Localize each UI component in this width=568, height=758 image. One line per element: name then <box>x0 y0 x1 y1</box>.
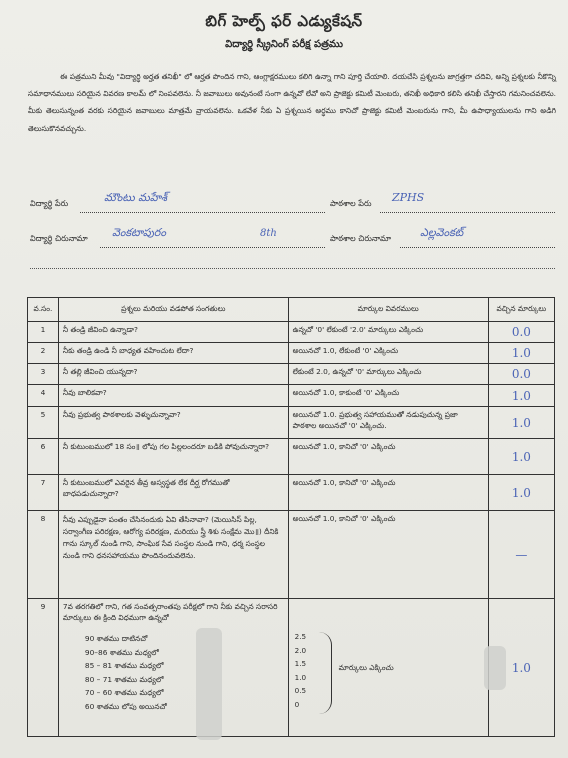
row-question: నీ తండ్రి జీవించి ఉన్నాడా? <box>58 322 288 343</box>
scale-value: 1.5 <box>294 659 307 668</box>
row-number: 1 <box>28 322 59 343</box>
school-address-field[interactable] <box>400 226 555 248</box>
row-score-value: 1.0 <box>511 660 531 675</box>
school-name-field[interactable] <box>380 191 555 213</box>
redaction-smudge <box>484 646 506 690</box>
school-address-label: పాఠశాల చిరునామా <box>330 234 391 243</box>
table-row <box>28 364 555 385</box>
row-score-value: 1.0 <box>511 449 531 464</box>
row-instruction: అయినచో 1.0, కానిచో '0' ఎక్కించు <box>288 439 488 475</box>
scale-value: 2.0 <box>294 645 307 655</box>
row-question: నీవు ప్రభుత్వ పాఠశాలకు వెళ్ళుచున్నావా? <box>58 407 288 439</box>
row-question: నీ కుటుంబములో 18 సం॥ లోపు గల పిల్లలందరూ బడికి పోవుచున్నారా? <box>58 439 288 475</box>
band-item: 85 – 81 శాతము మధ్యలో <box>84 661 164 670</box>
percentage-bands <box>85 632 284 713</box>
row-score-value: 1.0 <box>511 415 531 430</box>
redaction-smudge <box>196 628 222 740</box>
row-score-value: — <box>515 547 528 562</box>
table-row <box>28 343 555 364</box>
student-class-value: 8th <box>260 228 277 239</box>
row-score-field[interactable] <box>488 385 554 407</box>
table-row <box>28 439 555 475</box>
row-instruction: అయినచో 1.0. ప్రభుత్వ సహాయముతో నడుపుచున్న ప్రజా పాఠశాల అయినచో '0' ఎక్కించు. <box>288 407 488 439</box>
table-row <box>28 407 555 439</box>
row-instruction: ఉన్నచో '0' లేకుంటే '2.0' మార్కులు ఎక్కించు <box>288 322 488 343</box>
row-instruction: లేకుంటే 2.0, ఉన్నచో '0' మార్కులు ఎక్కించు <box>288 364 488 385</box>
row-question: నీవు ఎప్పుడైనా పంతం చేసినందుకు ఏవి తేసినావా? (మెయిసిస్ పిల్ల, సర్వాంగీణ పరిరక్షణ, ఆరోగ్య పరిరక్షణ, మరియు స్త్రీ శిశు సంక్షేమ మొ॥) దీనికి గాను స్కూల్ నుండి గాని, సాంఘిక సేవ సంస్థల నుండి గాని, ధర్మ సంస్థల నుండి గాని ధనసహాయము పొందినందువలెను. <box>58 511 288 599</box>
curly-brace <box>319 632 332 714</box>
scale-value: 2.5 <box>294 632 307 641</box>
row-number: 5 <box>28 407 59 439</box>
table-row <box>28 322 555 343</box>
band-item: 90–86 శాతము మధ్యలో <box>84 647 159 657</box>
marks-scale <box>293 630 484 720</box>
school-name-label: పాఠశాల పేరు <box>330 199 372 208</box>
row-instruction: మార్కులు ఎక్కించు <box>338 663 394 672</box>
row-instruction-cell <box>288 599 488 737</box>
row-number: 6 <box>28 439 59 475</box>
student-address-field[interactable] <box>100 226 325 248</box>
header-marks-obtained: వచ్చిన మార్కులు <box>488 298 554 322</box>
row-instruction: అయినచో 1.0, కాకుంటే '0' ఎక్కించు <box>288 385 488 407</box>
table-row <box>28 511 555 599</box>
row-question: నీకు తండ్రి ఉండి నీ బాధ్యత వహించుట లేదా? <box>58 343 288 364</box>
row-instruction: అయినచో 1.0, కానిచో '0' ఎక్కించు <box>288 511 488 599</box>
student-address-label: విద్యార్థి చిరునామా <box>30 234 88 243</box>
scale-value: 0 <box>294 699 300 709</box>
school-name-value: ZPHS <box>392 191 425 204</box>
row-score-value: 1.0 <box>511 388 531 403</box>
scale-value: 1.0 <box>294 672 307 682</box>
row-score-field[interactable] <box>488 343 554 364</box>
page-subtitle: విద్యార్థి స్క్రీనింగ్ పరీక్ష పత్రము <box>225 39 343 50</box>
table-row <box>28 599 555 737</box>
table-row <box>28 385 555 407</box>
table-header-row <box>28 298 555 322</box>
row-question: నీ తల్లి జీవించి యున్నదా? <box>58 364 288 385</box>
row-number: 9 <box>28 599 59 737</box>
school-address-value: ఎల్లవెంకట్ <box>420 226 464 239</box>
row-score-field[interactable] <box>488 475 554 511</box>
row-number: 8 <box>28 511 59 599</box>
row-question: నీవు బాలికవా? <box>58 385 288 407</box>
row-score-field[interactable] <box>488 511 554 599</box>
header-question: ప్రశ్నలు మరియు వడపోత సంగతులు <box>58 298 288 322</box>
row-question: నీ కుటుంబములో ఎవరైన తీవ్ర అస్వస్థత లేక దీర్ఘ రోగముతో బాధపడుచున్నారా? <box>58 475 288 511</box>
instructions-paragraph: ఈ పత్రముని మీవు "విద్యార్థి అర్హత తనిఖీ" లో ఆర్హత పొందిన గాని, ఆంగ్లాక్షరములు కలిగి ఉన్నా గాని పూర్తి చేయాలి. దయచేసి ప్రశ్నలను జాగ్రత్తగా చదివి, అన్ని ప్రశ్నలకు నీకొన్ని సమాధానములు సరియైన వివరణ కాలమ్ లో నింపవలెను. నీ జవాబులు అవునంటే సంగా ఉన్నవో లేవో అని ప్రాజెక్టు కమిటీ మెంబరు, తనిఖీ అధికారి కలిసి తనిఖీ చేస్తారని గమనించవలెను. మీకు తెలుసున్నంత వరకు సరియైన జవాబులు మాత్రమే వ్రాయవలెను. ఒకవేళ నీకు ఏ ప్రశ్నయిన అర్థము కానిచో ప్రాజెక్టు కమిటీ మెంబరును గాని, మీ ఉపాధ్యాయులను గాని అడిగి తెలుసుకొనవచ్చును. <box>28 72 556 133</box>
row-score-value: 1.0 <box>511 346 531 360</box>
extra-address-line <box>30 268 555 269</box>
row-score-value: 0.0 <box>511 325 531 339</box>
row-question-cell <box>58 599 288 737</box>
row-score-value: 0.0 <box>511 367 531 381</box>
student-name-label: విద్యార్థి పేరు <box>30 199 69 208</box>
header-serial: వ.సం. <box>28 298 59 322</box>
band-item: 70 – 60 శాతము మధ్యలో <box>84 688 164 697</box>
table-row <box>28 475 555 511</box>
student-name-field[interactable] <box>80 191 325 213</box>
header-marks-detail: మార్కుల వివరములు <box>288 298 488 322</box>
row-instruction: అయినచో 1.0, కానిచో '0' ఎక్కించు <box>288 475 488 511</box>
row-number: 2 <box>28 343 59 364</box>
row-score-value: 1.0 <box>511 485 531 500</box>
page-title: బిగ్ హెల్ప్ ఫర్ ఎడ్యుకేషన్ <box>205 12 363 30</box>
student-name-value: మౌంటు మహేశ్ <box>104 191 168 204</box>
row-score-field[interactable] <box>488 322 554 343</box>
row-number: 3 <box>28 364 59 385</box>
row-score-field[interactable] <box>488 439 554 475</box>
row-instruction: అయినచో 1.0, లేకుంటే '0' ఎక్కించు <box>288 343 488 364</box>
student-address-value: వెంకటాపురం <box>112 226 166 239</box>
row-score-field[interactable] <box>488 407 554 439</box>
scale-value: 0.5 <box>294 686 307 695</box>
band-item: 60 శాతము లోపు అయినచో <box>84 701 167 711</box>
row-question: 7వ తరగతిలో గాని, గత సంవత్సరాంతపు పరీక్షలో గాని నీకు వచ్చిన సరాసరి మార్కులు ఈ క్రింది విధముగా ఉన్నచో <box>62 602 278 622</box>
screening-table <box>27 297 555 737</box>
scale-values <box>295 630 306 711</box>
row-score-field[interactable] <box>488 364 554 385</box>
row-number: 4 <box>28 385 59 407</box>
band-item: 90 శాతము దాటినచో <box>84 634 148 643</box>
row-number: 7 <box>28 475 59 511</box>
band-item: 80 – 71 శాతము మధ్యలో <box>84 674 164 684</box>
